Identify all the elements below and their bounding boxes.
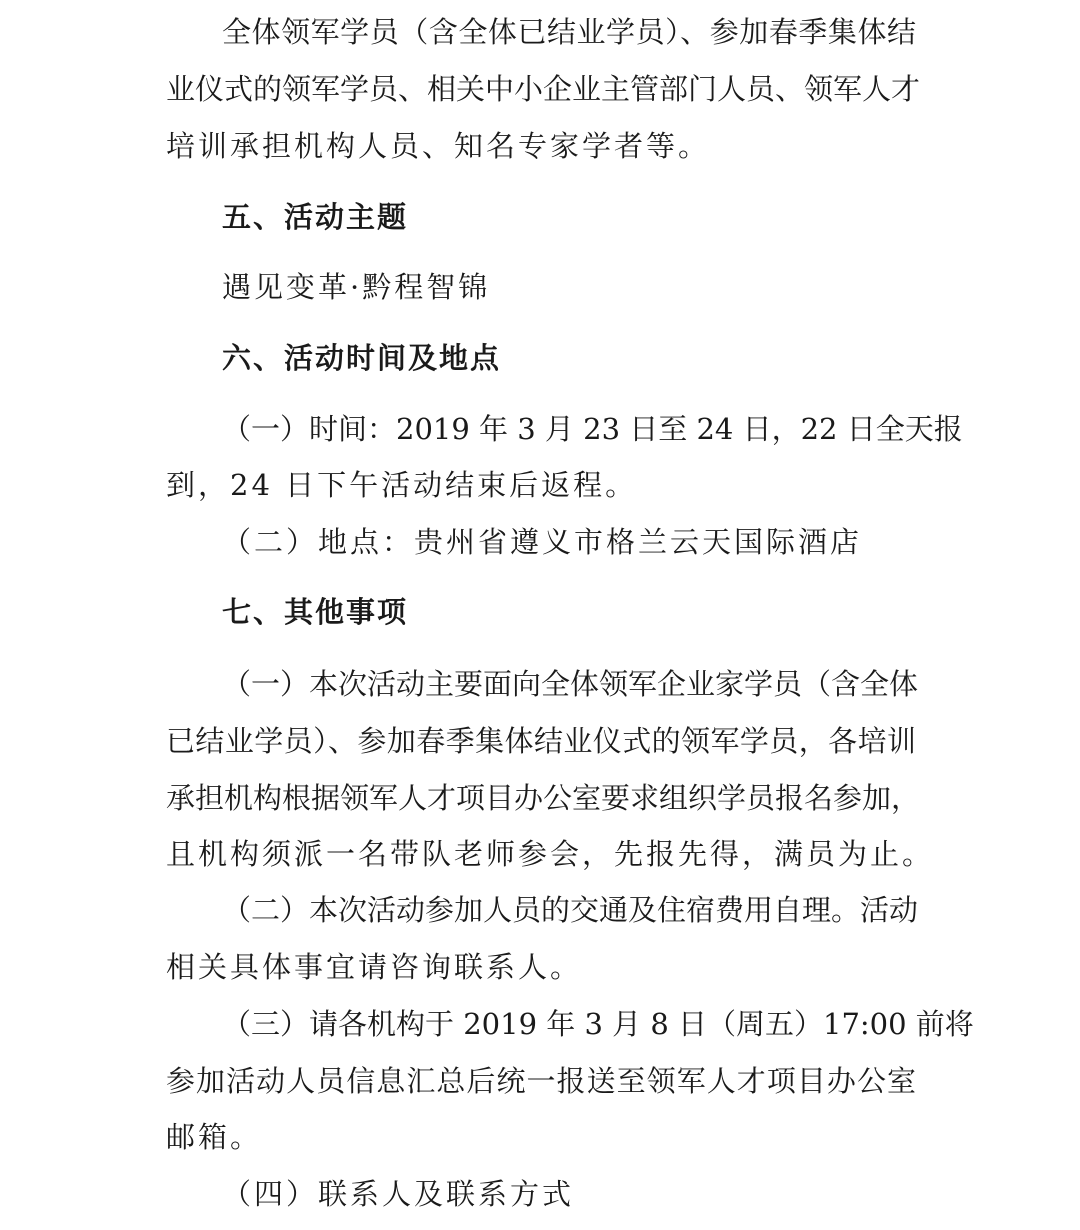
section-heading-other: 七、其他事项: [222, 595, 409, 629]
paragraph-line: 全体领军学员（含全体已结业学员）、参加春季集体结: [222, 15, 916, 49]
paragraph-line: 参加活动人员信息汇总后统一报送至领军人才项目办公室: [166, 1064, 916, 1098]
paragraph-line: （四）联系人及联系方式: [222, 1177, 575, 1211]
paragraph-line: （二）地点：贵州省遵义市格兰云天国际酒店: [222, 525, 863, 559]
paragraph-line: 到，24 日下午活动结束后返程。: [166, 468, 638, 502]
section-heading-theme: 五、活动主题: [222, 200, 409, 234]
paragraph-line: 且机构须派一名带队老师参会，先报先得，满员为止。: [166, 837, 935, 871]
paragraph-line: （一）本次活动主要面向全体领军企业家学员（含全体: [222, 667, 919, 701]
paragraph-line: 业仪式的领军学员、相关中小企业主管部门人员、领军人才: [166, 72, 921, 106]
paragraph-line: 相关具体事宜请咨询联系人。: [166, 950, 583, 984]
paragraph-line: 遇见变革·黔程智锦: [222, 270, 491, 304]
paragraph-line: 邮箱。: [166, 1120, 263, 1154]
paragraph-line: （一）时间：2019 年 3 月 23 日至 24 日，22 日全天报: [222, 412, 963, 446]
paragraph-line: （三）请各机构于 2019 年 3 月 8 日（周五）17:00 前将: [222, 1007, 974, 1041]
section-heading-time-place: 六、活动时间及地点: [222, 341, 502, 375]
paragraph-line: 培训承担机构人员、知名专家学者等。: [166, 129, 711, 163]
paragraph-line: 承担机构根据领军人才项目办公室要求组织学员报名参加，: [166, 781, 921, 815]
paragraph-line: （二）本次活动参加人员的交通及住宿费用自理。活动: [222, 893, 919, 927]
paragraph-line: 已结业学员）、参加春季集体结业仪式的领军学员，各培训: [166, 724, 916, 758]
